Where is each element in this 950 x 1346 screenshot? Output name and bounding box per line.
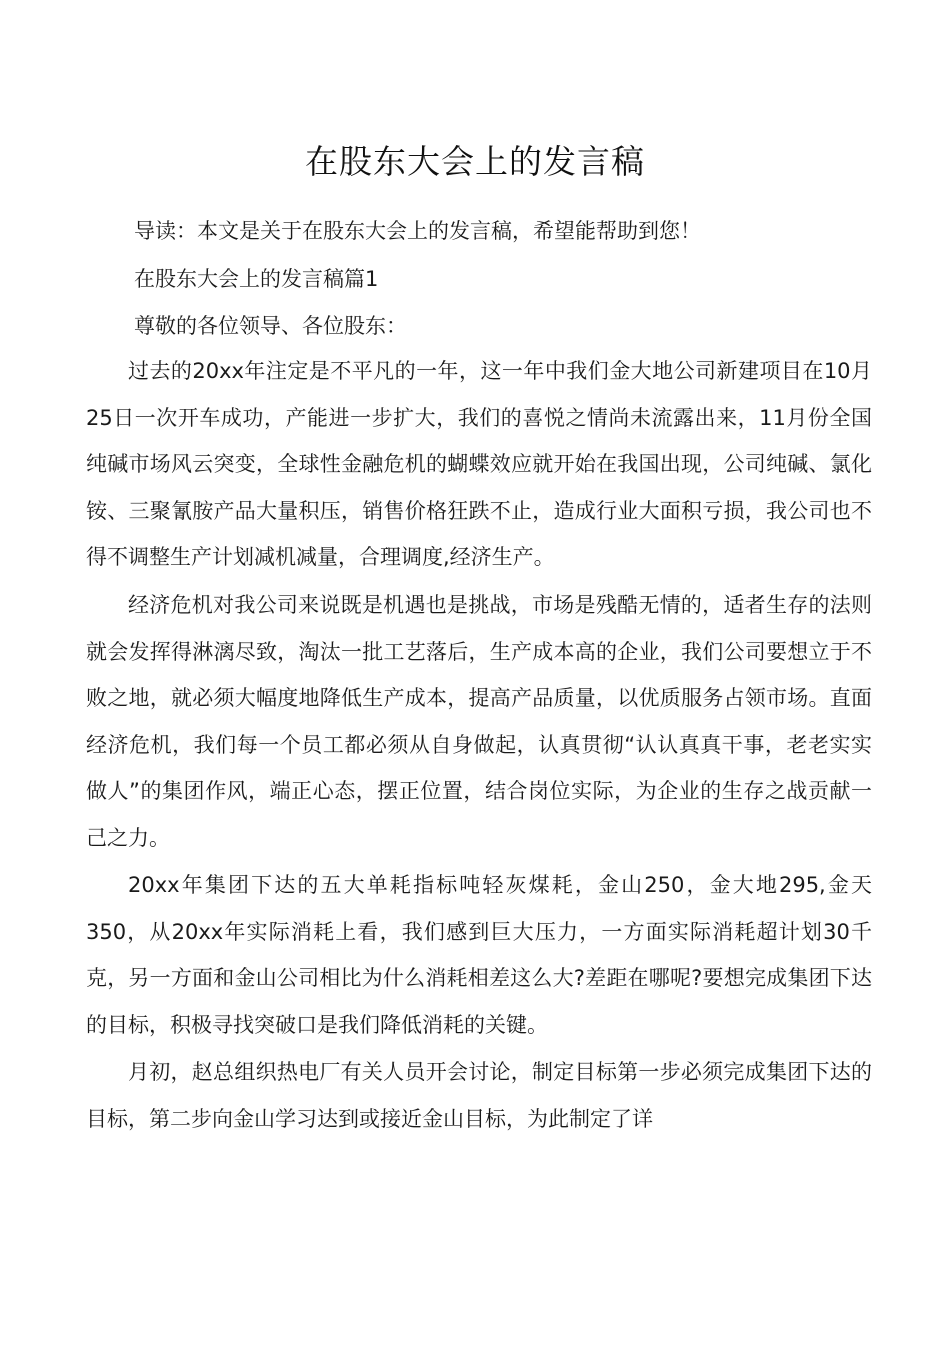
- salutation: 尊敬的各位领导、各位股东：: [134, 314, 407, 338]
- paragraph-2: 经济危机对我公司来说既是机遇也是挑战，市场是残酷无情的，适者生存的法则就会发挥得淋漓尽致，淘汰一批工艺落后，生产成本高的企业，我们公司要想立于不败之地，就必须大幅度地降低生产成本，提高产品质量，以优质服务占领市场。直面经济危机，我们每一个员工都必须从自身做起，认真贯彻“认认真真干事，老老实实做人”的集团作风，端正心态，摆正位置，结合岗位实际，为企业的生存之战贡献一己之力。: [86, 593, 872, 850]
- paragraph-4: 月初，赵总组织热电厂有关人员开会讨论，制定目标第一步必须完成集团下达的目标，第二步向金山学习达到或接近金山目标，为此制定了详: [86, 1060, 872, 1131]
- intro-text: 导读：本文是关于在股东大会上的发言稿，希望能帮助到您！: [134, 219, 701, 243]
- paragraph-3: 20xx年集团下达的五大单耗指标吨轻灰煤耗，金山250，金大地295,金天350，从20xx年实际消耗上看，我们感到巨大压力，一方面实际消耗超计划30千克，另一方面和金山公司相比为什么消耗相差这么大?差距在哪呢?要想完成集团下达的目标，积极寻找突破口是我们降低消耗的关键。: [86, 873, 872, 1037]
- paragraph-1: 过去的20xx年注定是不平凡的一年，这一年中我们金大地公司新建项目在10月25日一次开车成功，产能进一步扩大，我们的喜悦之情尚未流露出来，11月份全国纯碱市场风云突变，全球性金融危机的蝴蝶效应就开始在我国出现，公司纯碱、氯化铵、三聚氰胺产品大量积压，销售价格狂跌不止，造成行业大面积亏损，我公司也不得不调整生产计划减机减量，合理调度,经济生产。: [86, 359, 872, 570]
- document-title: 在股东大会上的发言稿: [305, 142, 645, 181]
- section-heading: 在股东大会上的发言稿篇1: [134, 267, 379, 291]
